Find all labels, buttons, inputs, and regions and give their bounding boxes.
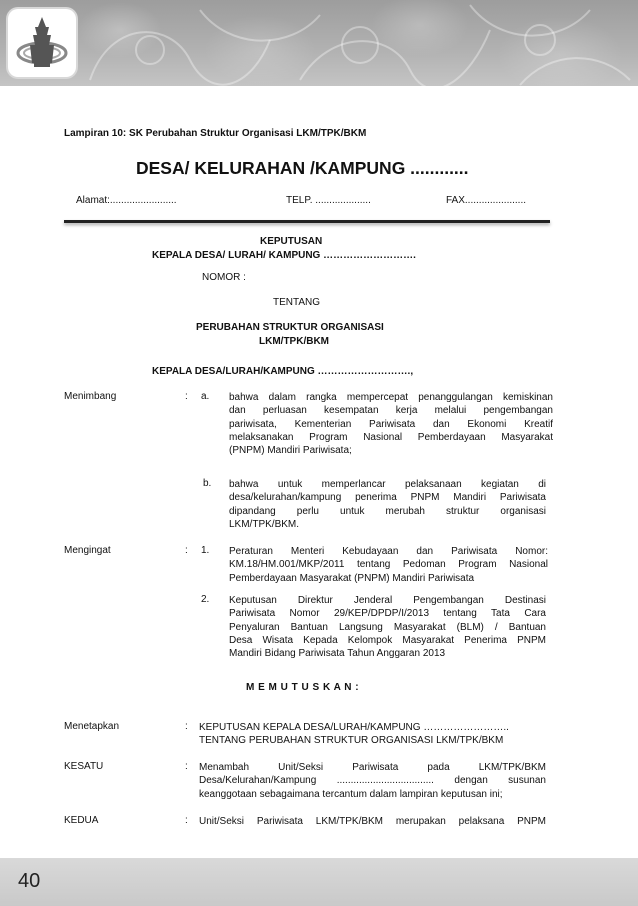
text-line: Peraturan Menteri Kebudayaan dan Pariwisata Nomor: xyxy=(229,546,548,557)
text-line: Unit/Seksi Pariwisata LKM/TPK/BKM merupakan pelaksana PNPM xyxy=(199,816,546,827)
mengingat-1-marker: 1. xyxy=(201,545,210,556)
kedua-colon: : xyxy=(185,815,188,826)
batik-pattern xyxy=(0,0,638,86)
subject-line-2: LKM/TPK/BKM xyxy=(259,336,329,347)
text-line: desa/kelurahan/kampung penerima PNPM Mandiri Pariwisata xyxy=(229,492,546,504)
kedua-label: KEDUA xyxy=(64,815,99,826)
menetapkan-colon: : xyxy=(185,721,188,732)
kesatu-colon: : xyxy=(185,761,188,772)
kepala-line: KEPALA DESA/ LURAH/ KAMPUNG ………………………. xyxy=(152,250,416,261)
letterhead-rule xyxy=(64,220,550,223)
menimbang-a-text xyxy=(229,391,553,457)
page-number: 40 xyxy=(18,870,41,892)
text-line: Pemberdayaan Masyarakat (PNPM) Mandiri Pariwisata xyxy=(229,572,475,584)
text-line: LKM/TPK/BKM. xyxy=(229,518,300,530)
text-line: Pariwisata Nomor 29/KEP/DPDP/I/2013 tentang Tata Cara xyxy=(229,608,546,620)
telp-field: TELP. .................... xyxy=(286,195,371,206)
text-line: KM.18/HM.001/MKP/2011 tentang Pedoman Program Nasional xyxy=(229,559,548,571)
text-line: pariwisata, Kementerian Pariwisata dan Ekonomi Kreatif xyxy=(229,418,553,430)
text-line: dipandang perlu untuk merubah struktur organisasi xyxy=(229,505,546,517)
text-line: melaksanakan Program Nasional Pemberdayaan Masyarakat xyxy=(229,431,553,443)
text-line: TENTANG PERUBAHAN STRUKTUR ORGANISASI LKM/TPK/BKM xyxy=(199,735,504,747)
mengingat-2-text xyxy=(229,594,546,660)
keputusan-label: KEPUTUSAN xyxy=(260,236,323,247)
menimbang-b-marker: b. xyxy=(203,478,212,489)
fax-field: FAX...................... xyxy=(446,195,527,206)
kedua-text xyxy=(199,815,546,828)
subject-line-1: PERUBAHAN STRUKTUR ORGANISASI xyxy=(196,322,384,333)
issuer-line: KEPALA DESA/LURAH/KAMPUNG ………………………., xyxy=(152,366,414,377)
menimbang-a-marker: a. xyxy=(201,391,210,402)
menimbang-b-text xyxy=(229,478,546,531)
mengingat-colon: : xyxy=(185,545,188,556)
header-band xyxy=(0,0,638,86)
menimbang-colon: : xyxy=(185,391,188,402)
document-title: DESA/ KELURAHAN /KAMPUNG ............ xyxy=(136,158,469,178)
menimbang-label: Menimbang xyxy=(64,391,117,402)
menetapkan-text xyxy=(199,721,549,748)
text-line: KEPUTUSAN KEPALA DESA/LURAH/KAMPUNG …………………….. xyxy=(199,722,509,733)
kesatu-text xyxy=(199,761,546,801)
alamat-field: Alamat:........................ xyxy=(76,195,177,206)
text-line: Desa Wisata Kepada Kelompok Masyarakat Penerima PNPM xyxy=(229,634,546,646)
text-line: Penyaluran Bantuan Langsung Masyarakat (BLM) / Bantuan xyxy=(229,621,546,633)
text-line: keanggotaan sebagaimana tercantum dalam lampiran keputusan ini; xyxy=(199,788,503,800)
nomor-line: NOMOR : xyxy=(202,272,246,283)
memutuskan-heading: M E M U T U S K A N : xyxy=(246,682,360,693)
mengingat-label: Mengingat xyxy=(64,545,111,556)
menetapkan-label: Menetapkan xyxy=(64,721,120,732)
tentang-label: TENTANG xyxy=(273,297,321,308)
logo xyxy=(8,9,76,77)
kesatu-label: KESATU xyxy=(64,761,104,772)
footer-band xyxy=(0,858,638,906)
temple-globe-icon xyxy=(8,9,76,77)
text-line: Mandiri Bidang Pariwisata Tahun Anggaran 2013 xyxy=(229,648,446,660)
mengingat-2-marker: 2. xyxy=(201,594,210,605)
text-line: dan perluasan kesempatan kerja melalui pengembangan xyxy=(229,405,553,417)
text-line: (PNPM) Mandiri Pariwisata; xyxy=(229,445,352,457)
mengingat-1-text xyxy=(229,545,548,585)
text-line: bahwa dalam rangka mempercepat penanggulangan kemiskinan xyxy=(229,392,553,403)
lampiran-label: Lampiran 10: SK Perubahan Struktur Organisasi LKM/TPK/BKM xyxy=(64,128,367,139)
text-line: Desa/Kelurahan/Kampung ................................... dengan susunan xyxy=(199,775,546,787)
text-line: Keputusan Direktur Jenderal Pengembangan Destinasi xyxy=(229,595,546,606)
text-line: bahwa untuk memperlancar pelaksanaan kegiatan di xyxy=(229,479,546,490)
text-line: Menambah Unit/Seksi Pariwisata pada LKM/TPK/BKM xyxy=(199,762,546,773)
